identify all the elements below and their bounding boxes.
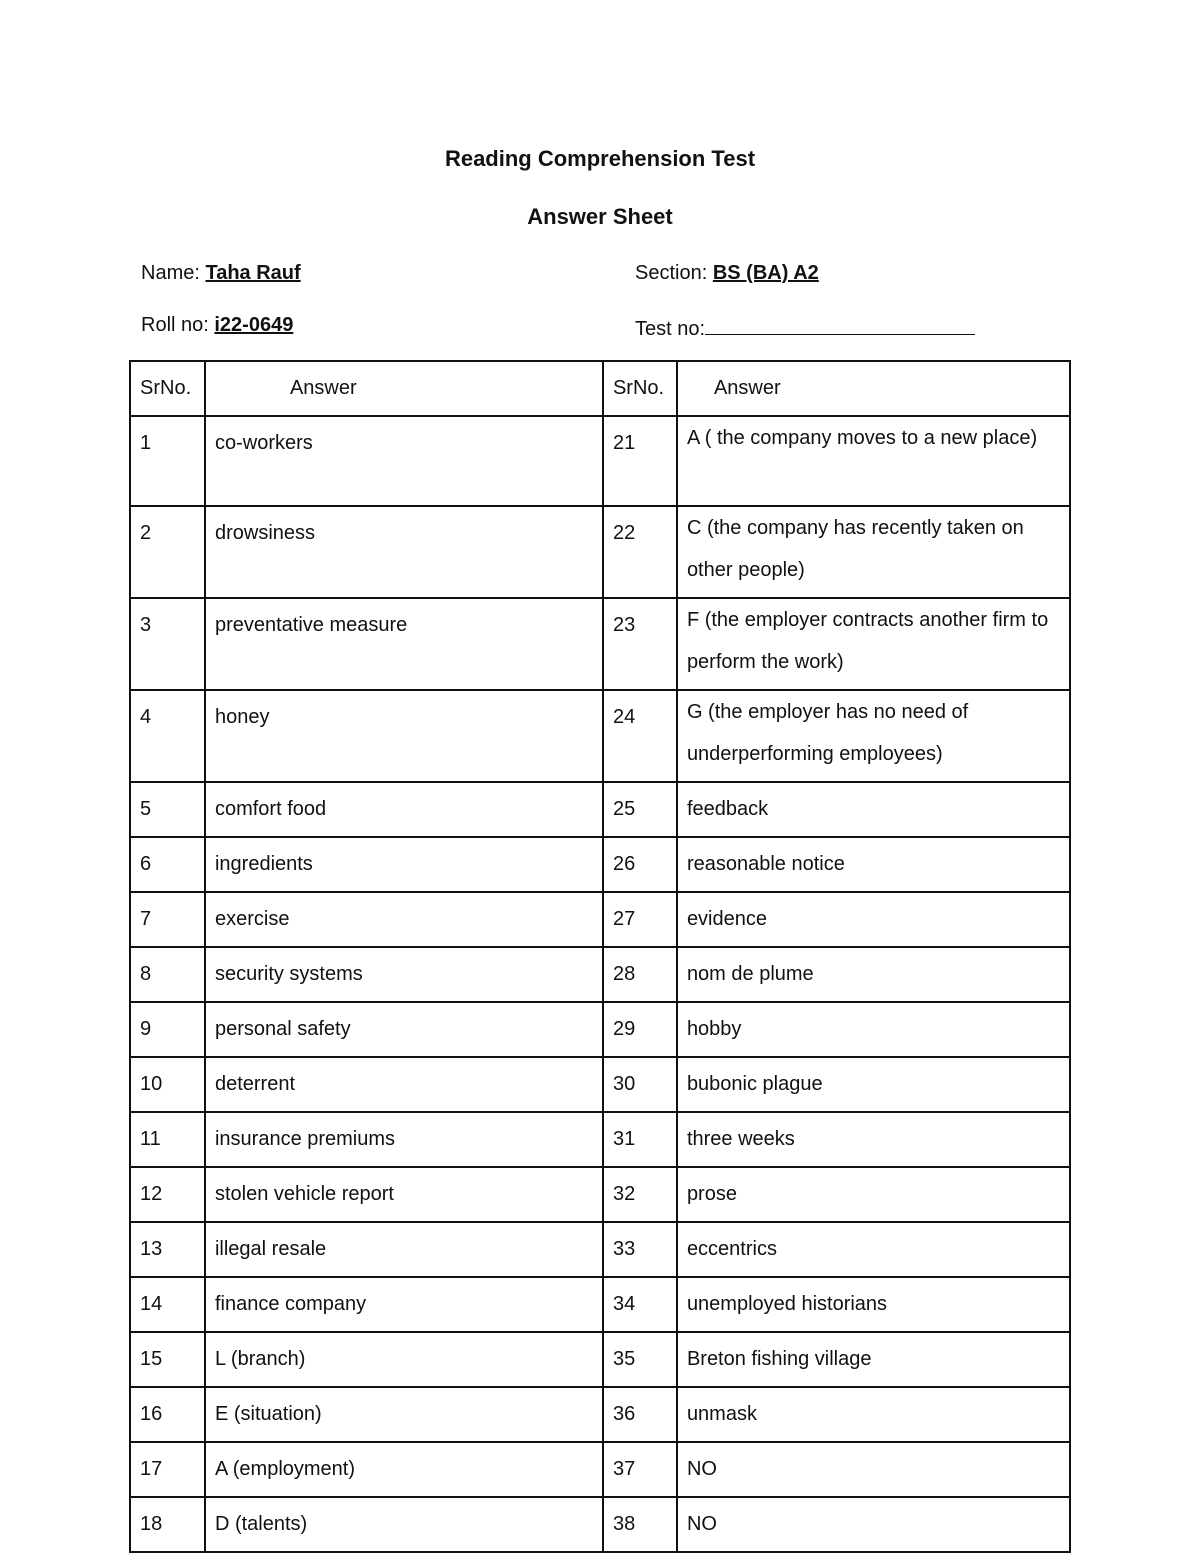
roll-value: i22-0649 xyxy=(214,314,294,336)
answer-left-cell: E (situation) xyxy=(205,1387,603,1442)
srno-right-cell: 33 xyxy=(603,1222,677,1277)
table-row xyxy=(130,1332,1070,1387)
name-value: Taha Rauf xyxy=(205,262,301,284)
answer-left-cell: security systems xyxy=(205,947,603,1002)
table-row xyxy=(130,416,1070,506)
table-row xyxy=(130,1002,1070,1057)
srno-right-cell: 23 xyxy=(603,598,677,690)
srno-right-cell: 31 xyxy=(603,1112,677,1167)
answer-left-cell: illegal resale xyxy=(205,1222,603,1277)
srno-left-cell: 15 xyxy=(130,1332,205,1387)
srno-left-cell: 6 xyxy=(130,837,205,892)
answer-left-cell: drowsiness xyxy=(205,506,603,598)
srno-left-cell: 17 xyxy=(130,1442,205,1497)
srno-right-cell: 24 xyxy=(603,690,677,782)
roll-field xyxy=(141,314,293,337)
srno-left-cell: 2 xyxy=(130,506,205,598)
answer-right-cell: NO xyxy=(677,1442,1070,1497)
answer-right-cell: nom de plume xyxy=(677,947,1070,1002)
answer-left-cell: personal safety xyxy=(205,1002,603,1057)
answer-right-cell: Breton fishing village xyxy=(677,1332,1070,1387)
table-row xyxy=(130,1442,1070,1497)
srno-left-cell: 4 xyxy=(130,690,205,782)
srno-right-cell: 25 xyxy=(603,782,677,837)
section-label: Section: xyxy=(635,262,713,284)
srno-left-cell: 7 xyxy=(130,892,205,947)
table-header-row xyxy=(130,361,1070,416)
table-row xyxy=(130,598,1070,690)
srno-right-cell: 27 xyxy=(603,892,677,947)
srno-right-cell: 30 xyxy=(603,1057,677,1112)
test-blank-line xyxy=(705,314,975,335)
answer-left-cell: preventative measure xyxy=(205,598,603,690)
table-row xyxy=(130,1222,1070,1277)
header-answer-left: Answer xyxy=(205,361,603,416)
srno-left-cell: 9 xyxy=(130,1002,205,1057)
table-row xyxy=(130,782,1070,837)
srno-left-cell: 1 xyxy=(130,416,205,506)
name-label: Name: xyxy=(141,262,206,284)
answer-left-cell: stolen vehicle report xyxy=(205,1167,603,1222)
answer-right-cell: bubonic plague xyxy=(677,1057,1070,1112)
table-row xyxy=(130,1112,1070,1167)
test-field xyxy=(635,314,975,341)
srno-right-cell: 35 xyxy=(603,1332,677,1387)
answer-left-cell: finance company xyxy=(205,1277,603,1332)
srno-left-cell: 3 xyxy=(130,598,205,690)
answer-right-cell: prose xyxy=(677,1167,1070,1222)
answer-right-cell: G (the employer has no need of underperforming employees) xyxy=(677,690,1070,782)
table-row xyxy=(130,1057,1070,1112)
answer-left-cell: comfort food xyxy=(205,782,603,837)
table-row xyxy=(130,506,1070,598)
answer-right-cell: three weeks xyxy=(677,1112,1070,1167)
table-row xyxy=(130,892,1070,947)
answer-right-cell: feedback xyxy=(677,782,1070,837)
srno-left-cell: 14 xyxy=(130,1277,205,1332)
srno-right-cell: 36 xyxy=(603,1387,677,1442)
table-row xyxy=(130,1167,1070,1222)
header-srno-right: SrNo. xyxy=(603,361,677,416)
srno-left-cell: 11 xyxy=(130,1112,205,1167)
answer-right-cell: hobby xyxy=(677,1002,1070,1057)
srno-left-cell: 12 xyxy=(130,1167,205,1222)
table-row xyxy=(130,837,1070,892)
header-srno-left: SrNo. xyxy=(130,361,205,416)
srno-left-cell: 13 xyxy=(130,1222,205,1277)
answer-right-cell: eccentrics xyxy=(677,1222,1070,1277)
srno-left-cell: 10 xyxy=(130,1057,205,1112)
srno-left-cell: 16 xyxy=(130,1387,205,1442)
document-title: Reading Comprehension Test xyxy=(444,146,756,171)
header-answer-right: Answer xyxy=(677,361,1070,416)
table-row xyxy=(130,1277,1070,1332)
answer-right-cell: reasonable notice xyxy=(677,837,1070,892)
srno-right-cell: 38 xyxy=(603,1497,677,1552)
srno-right-cell: 28 xyxy=(603,947,677,1002)
srno-right-cell: 26 xyxy=(603,837,677,892)
answer-right-cell: F (the employer contracts another firm to perform the work) xyxy=(677,598,1070,690)
answer-right-cell: evidence xyxy=(677,892,1070,947)
answer-left-cell: honey xyxy=(205,690,603,782)
answer-right-cell: unmask xyxy=(677,1387,1070,1442)
section-value: BS (BA) A2 xyxy=(712,262,819,284)
answer-right-cell: NO xyxy=(677,1497,1070,1552)
roll-label: Roll no: xyxy=(141,314,215,336)
srno-right-cell: 34 xyxy=(603,1277,677,1332)
answer-table xyxy=(129,360,1071,1553)
answer-left-cell: insurance premiums xyxy=(205,1112,603,1167)
test-label: Test no: xyxy=(635,318,706,340)
table-row xyxy=(130,1497,1070,1552)
srno-right-cell: 22 xyxy=(603,506,677,598)
table-row xyxy=(130,1387,1070,1442)
srno-right-cell: 32 xyxy=(603,1167,677,1222)
answer-left-cell: D (talents) xyxy=(205,1497,603,1552)
table-row xyxy=(130,947,1070,1002)
srno-left-cell: 5 xyxy=(130,782,205,837)
answer-right-cell: unemployed historians xyxy=(677,1277,1070,1332)
srno-right-cell: 29 xyxy=(603,1002,677,1057)
srno-right-cell: 37 xyxy=(603,1442,677,1497)
answer-table-body xyxy=(130,361,1070,1552)
srno-left-cell: 18 xyxy=(130,1497,205,1552)
answer-left-cell: exercise xyxy=(205,892,603,947)
name-field xyxy=(141,262,301,285)
answer-right-cell: A ( the company moves to a new place) xyxy=(677,416,1070,506)
answer-left-cell: A (employment) xyxy=(205,1442,603,1497)
answer-left-cell: L (branch) xyxy=(205,1332,603,1387)
srno-right-cell: 21 xyxy=(603,416,677,506)
answer-left-cell: deterrent xyxy=(205,1057,603,1112)
document-subtitle: Answer Sheet xyxy=(527,204,673,229)
answer-left-cell: ingredients xyxy=(205,837,603,892)
answer-left-cell: co-workers xyxy=(205,416,603,506)
table-row xyxy=(130,690,1070,782)
srno-left-cell: 8 xyxy=(130,947,205,1002)
section-field xyxy=(635,262,819,285)
answer-right-cell: C (the company has recently taken on other people) xyxy=(677,506,1070,598)
